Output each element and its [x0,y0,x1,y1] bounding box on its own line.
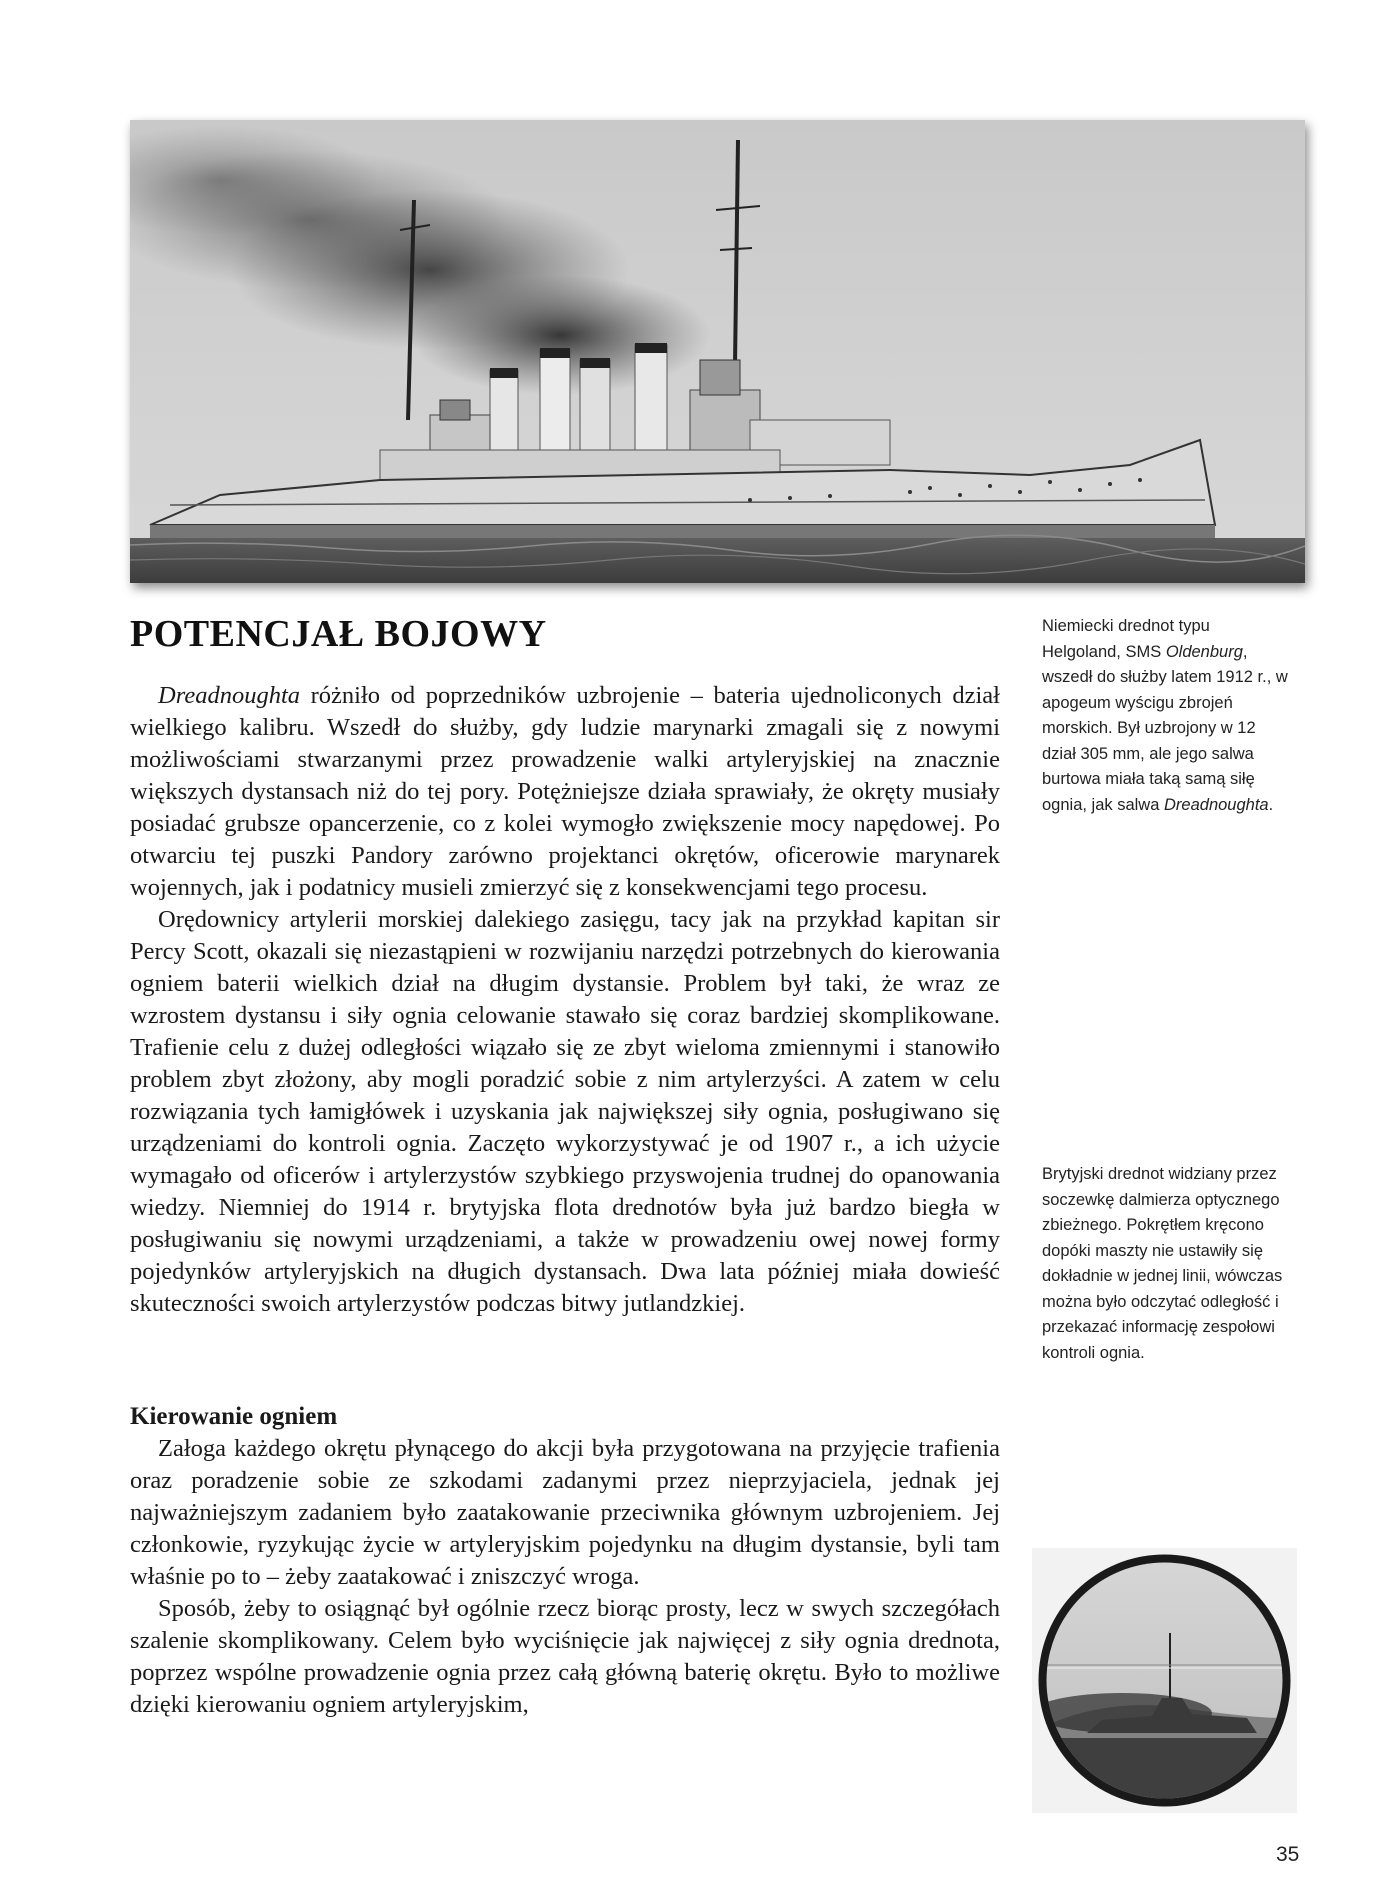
section-heading: POTENCJAŁ BOJOWY [130,613,547,655]
battleship-photo [130,120,1305,583]
caption1-text-a: Niemiecki drednot typu Helgoland, SMS [1042,617,1210,661]
battleship-photo-illustration [130,120,1305,583]
intro-paragraph-2: Orędownicy artylerii morskiej dalekiego zasięgu, tacy jak na przykład kapitan sir Percy Scott, okazali się niezastąpieni w rozwijaniu narzędzi potrzebnych do kierowania ogniem baterii wielkich dział na długim dystansie. Problem był taki, że wraz ze wzrostem dystansu i siły ognia celowanie stawało się coraz bardziej skomplikowane. Trafienie celu z dużej odległości wiązało się ze zbyt wieloma zmiennymi i stanowiło problem zbyt złożony, aby mogli poradzić sobie z nim artylerzyści. A zatem w celu rozwiązania tych łamigłówek i uzyskania jak największej siły ognia, posługiwano się urządzeniami do kontroli ognia. Zaczęto wykorzystywać je od 1907 r., a ich użycie wymagało od oficerów i artylerzystów szybkiego przyswojenia trudnej do opanowania wiedzy. Niemniej do 1914 r. brytyjska flota drednotów była już bardzo biegła w posługiwaniu się nowymi urządzeniami, a także w prowadzeniu owej nowej formy pojedynków artyleryjskich na długich dystansach. Dwa lata później miała dowieść skuteczności swoich artylerzystów podczas bitwy jutlandzkiej. [130,906,1000,1317]
intro-paragraph-1 [130,680,1000,904]
rangefinder-photo-illustration [1032,1548,1297,1813]
dreadnought-name: Dreadnoughta [158,682,300,709]
rangefinder-photo [1032,1548,1297,1813]
caption1-ship-name: Oldenburg [1165,642,1243,661]
intro-paragraph-1-text: różniło od poprzedników uzbrojenie – bateria ujednoliconych dział wielkiego kalibru. Wszedł do służby, gdy ludzie marynarki zmagali się z nowymi możliwościami stwarzanymi przez prowadzenie walki artyleryjskiej na znacznie większych dystansach niż do tej pory. Potężniejsze działa sprawiały, że okręty musiały posiadać grubsze opancerzenie, co z kolei wymogło zwiększenie mocy napędowej. Po otwarciu tej puszki Pandory zarówno projektanci okrętów, oficerowie marynarek wojennych, jak i podatnicy musieli zmierzyć się z konsekwencjami tego procesu. [130,682,1000,901]
fire-control-text [130,1433,1000,1721]
page-number: 35 [1276,1843,1300,1866]
photo-caption-1 [1042,614,1292,818]
fire-control-paragraph-2: Sposób, żeby to osiągnąć był ogólnie rzecz biorąc prosty, lecz w swych szczegółach szalenie skomplikowany. Celem było wyciśnięcie jak najwięcej z siły ognia drednota, poprzez wspólne prowadzenie ognia przez całą główną baterię okrętu. Było to możliwe dzięki kierowaniu ogniem artyleryjskim, [130,1595,1000,1718]
photo-caption-2: Brytyjski drednot widziany przez soczewkę dalmierza optycznego zbieżnego. Pokrętłem kręcono dopóki maszty nie ustawiły się dokładnie w jednej linii, wówczas można było odczytać odległość i przekazać informację zespołowi kontroli ognia. [1042,1165,1283,1362]
intro-text [130,680,1000,1320]
subsection-heading: Kierowanie ogniem [130,1403,338,1430]
caption1-dreadnought-name: Dreadnoughta [1164,795,1269,814]
caption1-text-b: , wszedł do służby latem 1912 r., w apogeum wyścigu zbrojeń morskich. Był uzbrojony w 12 dział 305 mm, ale jego salwa burtowa miała taką samą siłę ognia, jak salwa [1042,642,1288,814]
fire-control-paragraph-1: Załoga każdego okrętu płynącego do akcji była przygotowana na przyjęcie trafienia oraz poradzenie sobie ze szkodami zadanymi przez nieprzyjaciela, jednak jej najważniejszym zadaniem było zaatakowanie przeciwnika głównym uzbrojeniem. Jej członkowie, ryzykując życie w artyleryjskim pojedynku na długim dystansie, byli tam właśnie po to – żeby zaatakować i zniszczyć wroga. [130,1435,1000,1590]
caption1-text-c: . [1268,795,1274,814]
